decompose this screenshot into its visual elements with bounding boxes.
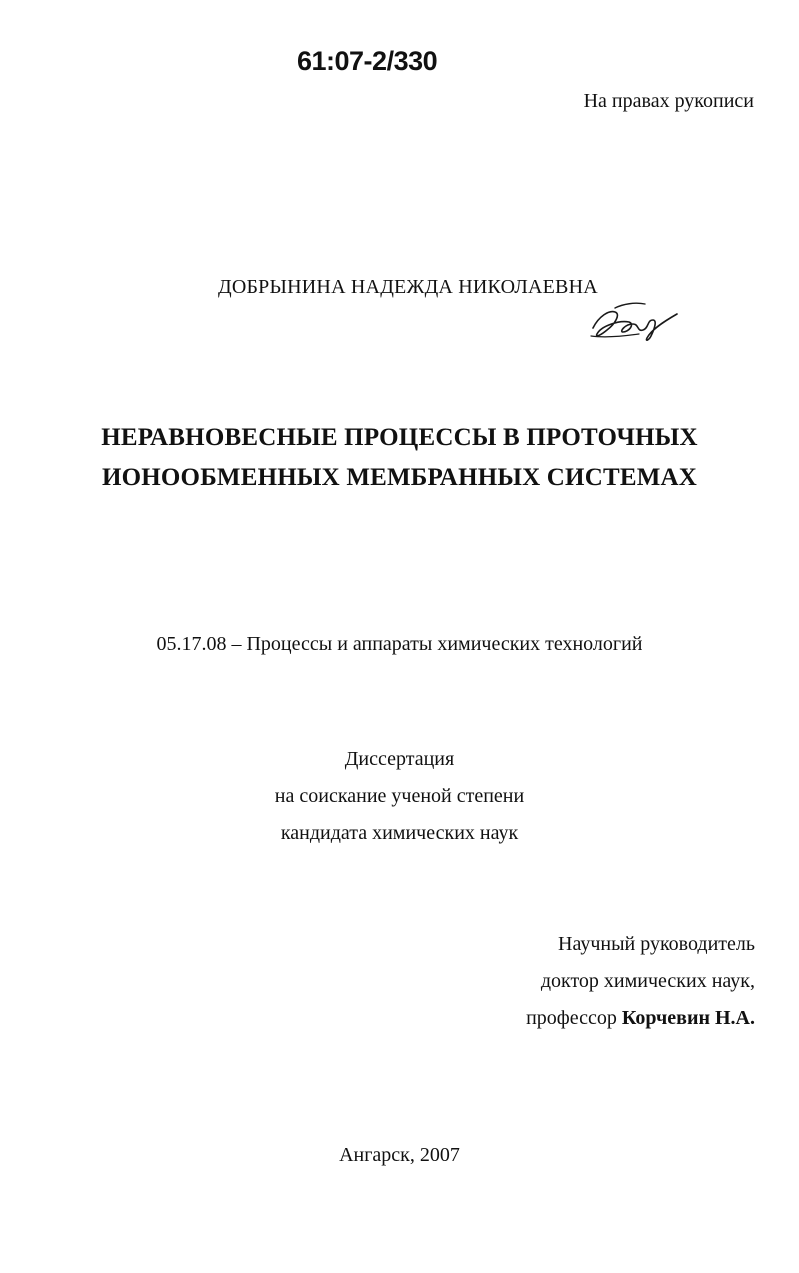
rights-notice: На правах рукописи — [583, 90, 754, 112]
speciality-code: 05.17.08 – Процессы и аппараты химических технологий — [156, 633, 643, 655]
catalog-number: 61:07-2/330 — [297, 46, 438, 76]
title-line-1: НЕРАВНОВЕСНЫЕ ПРОЦЕССЫ В ПРОТОЧНЫХ — [101, 424, 698, 451]
degree-line-1: Диссертация — [344, 748, 455, 770]
supervisor-role: Научный руководитель — [558, 933, 755, 955]
supervisor-title-name — [526, 1000, 755, 1037]
supervisor-name: Корчевин Н.А. — [621, 1007, 755, 1029]
title-line-2: ИОНООБМЕННЫХ МЕМБРАННЫХ СИСТЕМАХ — [101, 464, 698, 491]
degree-statement — [0, 741, 799, 852]
supervisor-block — [526, 926, 755, 1037]
author-name: ДОБРЫНИНА НАДЕЖДА НИКОЛАЕВНА — [218, 276, 598, 298]
dissertation-title — [0, 418, 799, 498]
supervisor-degree: доктор химических наук, — [540, 970, 755, 992]
place-year: Ангарск, 2007 — [339, 1144, 460, 1166]
degree-line-2: на соискание ученой степени — [274, 785, 525, 807]
degree-line-3: кандидата химических наук — [280, 822, 519, 844]
supervisor-title: профессор — [526, 1007, 617, 1029]
author-signature — [585, 298, 680, 348]
